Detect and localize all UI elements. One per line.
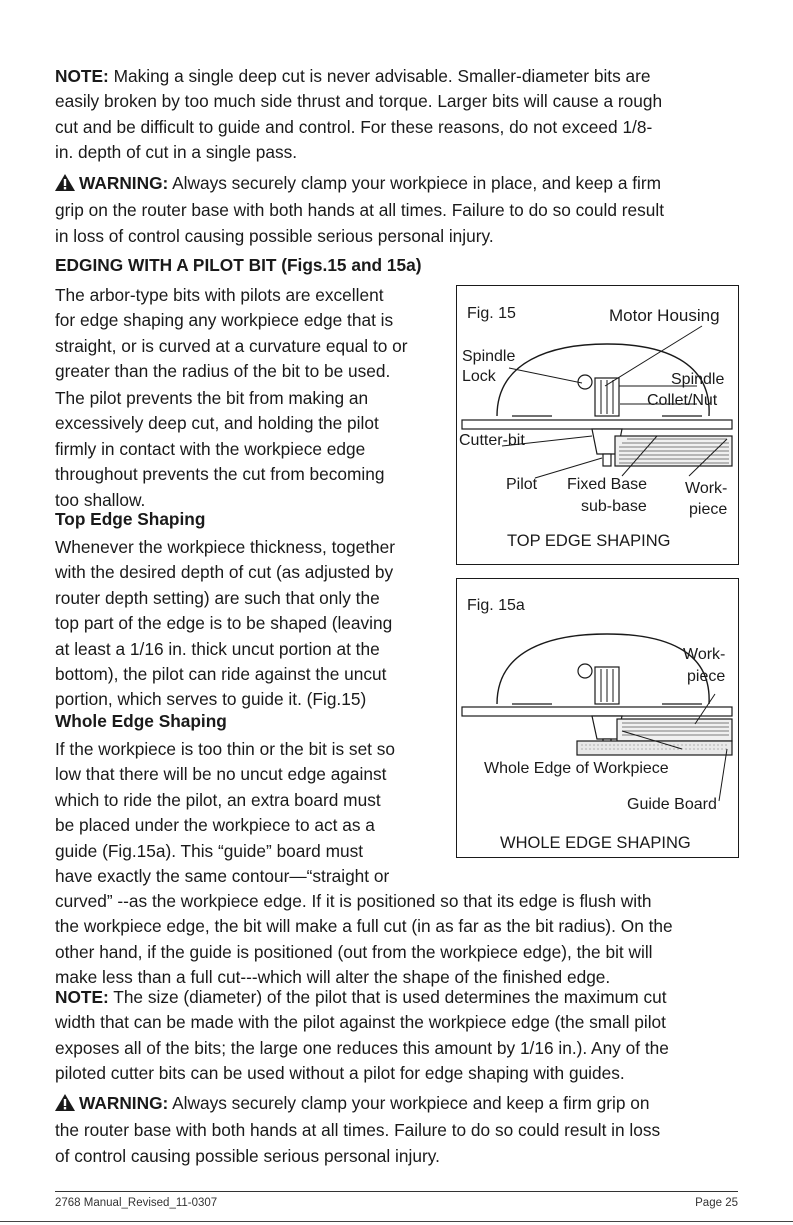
footer-rule	[55, 1191, 738, 1192]
note-label: NOTE:	[55, 66, 109, 86]
fig15-label-spindle-lock-2: Lock	[462, 368, 496, 385]
top-edge-paragraph: Whenever the workpiece thickness, together with the desired depth of cut (as adjusted by router depth setting) are such that only the top part of the edge is to be shaped (leaving at least a 1/16 in. thick uncut portion at the bottom), the pilot can ride against the uncut portion, which serves to guide it. (Fig.15)	[55, 537, 396, 710]
fig15-label-fixed-base-2: sub-base	[581, 498, 647, 515]
warning-triangle-icon	[55, 1093, 75, 1118]
note-paragraph-1: NOTE: Making a single deep cut is never advisable. Smaller-diameter bits are easily broken by too much side thrust and torque. Larger bits will cause a rough cut and be difficult to guide and control. For these reasons, do not exceed 1/8- in. depth of cut in a single pass.	[55, 66, 663, 163]
fig15a-caption: WHOLE EDGE SHAPING	[500, 834, 691, 852]
footer-page-number: Page 25	[695, 1197, 738, 1209]
fig15-label-collet-nut: Collet/Nut	[647, 392, 718, 409]
figure-15a-whole-edge-shaping	[456, 578, 739, 858]
whole-edge-heading: Whole Edge Shaping	[55, 711, 227, 731]
warning-paragraph-1: WARNING: Always securely clamp your workpiece in place, and keep a firm grip on the router base with both hands at all times. Failure to do so could result in loss of control causing possible serious personal injury.	[55, 173, 665, 246]
fig15-number: Fig. 15	[467, 305, 516, 322]
warning-label: WARNING:	[79, 173, 169, 193]
intro-paragraph: The arbor-type bits with pilots are excellent for edge shaping any workpiece edge that is straight, or is curved at a curvature equal to or greater than the radius of the bit to be used.	[55, 285, 408, 382]
fig15-label-pilot: Pilot	[506, 476, 538, 493]
fig15-label-fixed-base-1: Fixed Base	[567, 476, 648, 493]
fig15-label-spindle-lock-1: Spindle	[462, 348, 516, 365]
warning-triangle-icon	[55, 173, 75, 198]
warning-paragraph-2: WARNING: Always securely clamp your workpiece and keep a firm grip on the router base with both hands at all times. Failure to do so could result in loss of control causing possible serious personal injury.	[55, 1093, 661, 1166]
fig15a-label-workpiece-2: piece	[687, 668, 726, 685]
fig15-label-workpiece-1: Work-	[685, 480, 728, 497]
fig15-label-spindle: Spindle	[671, 371, 725, 388]
section-heading: EDGING WITH A PILOT BIT (Figs.15 and 15a)	[55, 255, 422, 275]
note-label: NOTE:	[55, 987, 109, 1007]
fig15-label-cutter-bit: Cutter-bit	[459, 432, 525, 449]
fig15-label-motor-housing: Motor Housing	[609, 306, 720, 325]
footer-manual-id: 2768 Manual_Revised_11-0307	[55, 1197, 218, 1209]
figure-15-top-edge-shaping	[456, 285, 739, 565]
whole-edge-paragraph: If the workpiece is too thin or the bit is set so low that there will be no uncut edge against which to ride the pilot, an extra board must be placed under the workpiece to act as a guide (Fig.15a). This “guide” board must have exactly the same contour—“straight or	[55, 739, 396, 887]
top-edge-heading: Top Edge Shaping	[55, 509, 206, 529]
fig15-caption: TOP EDGE SHAPING	[507, 532, 671, 550]
page-bottom-edge	[0, 1221, 793, 1222]
note-paragraph-2: NOTE: The size (diameter) of the pilot that is used determines the maximum cut width that can be made with the pilot against the workpiece edge (the small pilot exposes all of the bits; the large one reduces this amount by 1/16 in.). Any of the piloted cutter bits can be used without a pilot for edge shaping with guides.	[55, 987, 669, 1084]
fig15a-label-workpiece-1: Work-	[683, 646, 726, 663]
fig15a-label-whole-edge: Whole Edge of Workpiece	[484, 760, 669, 777]
pilot-paragraph: The pilot prevents the bit from making an excessively deep cut, and holding the pilot firmly in contact with the workpiece edge throughout prevents the cut from becoming too shallow.	[55, 388, 385, 510]
fig15a-number: Fig. 15a	[467, 597, 525, 614]
fig15-label-workpiece-2: piece	[689, 501, 728, 518]
fig15a-label-guide-board: Guide Board	[627, 796, 717, 813]
router-top-edge-diagram	[457, 286, 740, 566]
whole-edge-continued: curved” --as the workpiece edge. If it is positioned so that its edge is flush with the workpiece edge, the bit will make a full cut (in as far as the bit radius). On the other hand, if the guide is positioned (out from the workpiece edge), the bit will make less than a full cut---which will alter the shape of the finished edge.	[55, 891, 673, 988]
router-whole-edge-diagram	[457, 579, 740, 859]
warning-label: WARNING:	[79, 1093, 169, 1113]
